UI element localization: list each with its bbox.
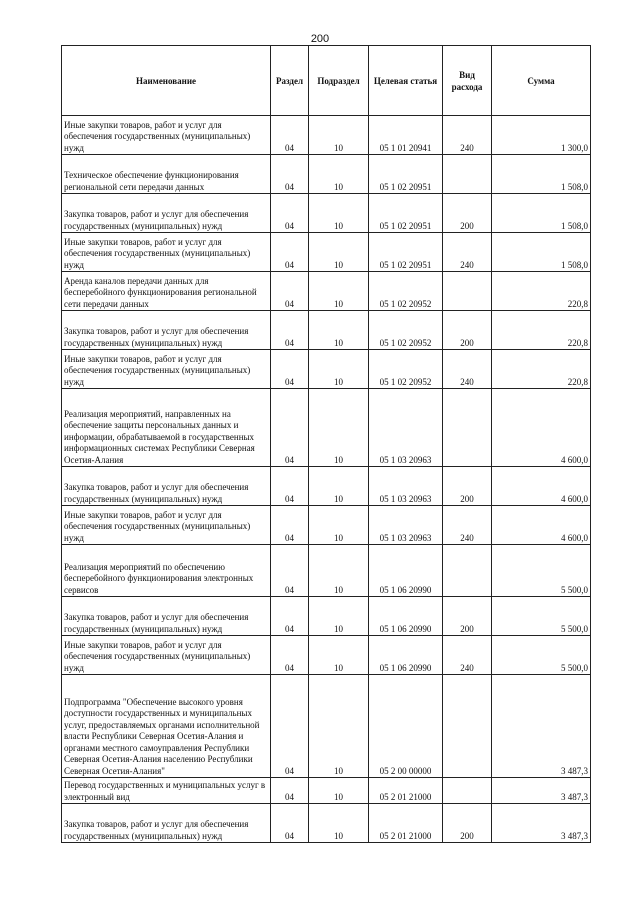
row-section: 04 (271, 545, 309, 597)
row-amount: 5 500,0 (492, 636, 591, 675)
row-target: 05 1 03 20963 (369, 389, 443, 467)
table-row (62, 545, 591, 597)
row-target: 05 1 06 20990 (369, 636, 443, 675)
row-section: 04 (271, 311, 309, 350)
row-amount: 3 487,3 (492, 675, 591, 778)
row-amount: 3 487,3 (492, 778, 591, 804)
row-target: 05 1 02 20952 (369, 272, 443, 311)
page-number: 200 (310, 33, 330, 45)
row-name: Иные закупки товаров, работ и услуг для обеспечения государственных (муниципальных) нужд (62, 350, 271, 389)
row-target: 05 1 02 20951 (369, 194, 443, 233)
row-subsection: 10 (309, 467, 369, 506)
row-section: 04 (271, 804, 309, 843)
row-section: 04 (271, 233, 309, 272)
row-expense-type (443, 545, 492, 597)
row-amount: 4 600,0 (492, 467, 591, 506)
header-name: Наименование (62, 46, 271, 116)
row-name: Закупка товаров, работ и услуг для обеспечения государственных (муниципальных) нужд (62, 194, 271, 233)
row-section: 04 (271, 506, 309, 545)
header-amount: Сумма (492, 46, 591, 116)
row-subsection: 10 (309, 389, 369, 467)
row-expense-type: 200 (443, 194, 492, 233)
row-subsection: 10 (309, 545, 369, 597)
row-amount: 1 508,0 (492, 194, 591, 233)
row-expense-type: 240 (443, 636, 492, 675)
row-amount: 5 500,0 (492, 597, 591, 636)
row-target: 05 1 02 20951 (369, 155, 443, 194)
table-row (62, 350, 591, 389)
row-expense-type (443, 155, 492, 194)
row-section: 04 (271, 272, 309, 311)
row-section: 04 (271, 597, 309, 636)
row-section: 04 (271, 155, 309, 194)
budget-table (61, 45, 591, 843)
row-name: Реализация мероприятий по обеспечению бесперебойного функционирования электронных сервисов (62, 545, 271, 597)
row-name: Подпрограмма "Обеспечение высокого уровня доступности государственных и муниципальных услуг, предоставляемых органами исполнительной власти Республики Северная Осетия-Алания и органами местного самоуправления Республики Северная Осетия-Алания населению Республики Северная Осетия-Алания" (62, 675, 271, 778)
row-section: 04 (271, 636, 309, 675)
row-target: 05 1 06 20990 (369, 597, 443, 636)
row-name: Реализация мероприятий, направленных на обеспечение защиты персональных данных и информации, обрабатываемой в государственных информационных системах Республики Северная Осетия-Алания (62, 389, 271, 467)
row-subsection: 10 (309, 311, 369, 350)
row-amount: 220,8 (492, 311, 591, 350)
row-subsection: 10 (309, 597, 369, 636)
row-expense-type: 240 (443, 506, 492, 545)
row-section: 04 (271, 389, 309, 467)
row-name: Иные закупки товаров, работ и услуг для обеспечения государственных (муниципальных) нужд (62, 233, 271, 272)
row-name: Закупка товаров, работ и услуг для обеспечения государственных (муниципальных) нужд (62, 467, 271, 506)
row-target: 05 1 06 20990 (369, 545, 443, 597)
row-expense-type: 200 (443, 467, 492, 506)
row-amount: 220,8 (492, 272, 591, 311)
row-amount: 220,8 (492, 350, 591, 389)
row-subsection: 10 (309, 272, 369, 311)
row-target: 05 1 02 20952 (369, 311, 443, 350)
row-amount: 4 600,0 (492, 506, 591, 545)
row-target: 05 1 02 20952 (369, 350, 443, 389)
row-target: 05 2 01 21000 (369, 804, 443, 843)
table-row (62, 389, 591, 467)
table-row (62, 597, 591, 636)
row-subsection: 10 (309, 675, 369, 778)
row-section: 04 (271, 194, 309, 233)
row-name: Закупка товаров, работ и услуг для обеспечения государственных (муниципальных) нужд (62, 597, 271, 636)
row-section: 04 (271, 116, 309, 155)
row-target: 05 2 00 00000 (369, 675, 443, 778)
header-target: Целевая статья (369, 46, 443, 116)
row-name: Закупка товаров, работ и услуг для обеспечения государственных (муниципальных) нужд (62, 804, 271, 843)
row-section: 04 (271, 467, 309, 506)
row-subsection: 10 (309, 116, 369, 155)
table-row (62, 467, 591, 506)
row-name: Аренда каналов передачи данных для бесперебойного функционирования региональной сети передачи данных (62, 272, 271, 311)
row-subsection: 10 (309, 636, 369, 675)
row-expense-type: 240 (443, 116, 492, 155)
table-row (62, 116, 591, 155)
row-target: 05 1 03 20963 (369, 506, 443, 545)
row-section: 04 (271, 778, 309, 804)
table-row (62, 675, 591, 778)
row-expense-type (443, 675, 492, 778)
table-row (62, 311, 591, 350)
row-expense-type: 200 (443, 804, 492, 843)
row-expense-type: 200 (443, 311, 492, 350)
row-amount: 1 508,0 (492, 155, 591, 194)
row-target: 05 1 01 20941 (369, 116, 443, 155)
row-subsection: 10 (309, 350, 369, 389)
table-row (62, 636, 591, 675)
row-subsection: 10 (309, 778, 369, 804)
row-name: Иные закупки товаров, работ и услуг для обеспечения государственных (муниципальных) нужд (62, 506, 271, 545)
table-row (62, 233, 591, 272)
row-expense-type: 240 (443, 233, 492, 272)
row-expense-type (443, 389, 492, 467)
row-name: Техническое обеспечение функционирования региональной сети передачи данных (62, 155, 271, 194)
table-row (62, 506, 591, 545)
row-subsection: 10 (309, 506, 369, 545)
row-amount: 5 500,0 (492, 545, 591, 597)
table-row (62, 778, 591, 804)
table-row (62, 194, 591, 233)
row-name: Иные закупки товаров, работ и услуг для обеспечения государственных (муниципальных) нужд (62, 116, 271, 155)
row-target: 05 2 01 21000 (369, 778, 443, 804)
row-expense-type: 240 (443, 350, 492, 389)
row-amount: 1 508,0 (492, 233, 591, 272)
row-section: 04 (271, 675, 309, 778)
row-expense-type (443, 778, 492, 804)
header-section: Раздел (271, 46, 309, 116)
row-amount: 1 300,0 (492, 116, 591, 155)
row-subsection: 10 (309, 233, 369, 272)
table-row (62, 155, 591, 194)
row-name: Закупка товаров, работ и услуг для обеспечения государственных (муниципальных) нужд (62, 311, 271, 350)
row-name: Иные закупки товаров, работ и услуг для обеспечения государственных (муниципальных) нужд (62, 636, 271, 675)
header-subsection: Подраздел (309, 46, 369, 116)
row-name: Перевод государственных и муниципальных услуг в электронный вид (62, 778, 271, 804)
row-amount: 3 487,3 (492, 804, 591, 843)
row-target: 05 1 02 20951 (369, 233, 443, 272)
row-section: 04 (271, 350, 309, 389)
row-subsection: 10 (309, 194, 369, 233)
row-target: 05 1 03 20963 (369, 467, 443, 506)
table-row (62, 804, 591, 843)
header-expense-type: Вид расхода (443, 46, 492, 116)
table-row (62, 272, 591, 311)
row-expense-type: 200 (443, 597, 492, 636)
row-expense-type (443, 272, 492, 311)
row-amount: 4 600,0 (492, 389, 591, 467)
row-subsection: 10 (309, 804, 369, 843)
row-subsection: 10 (309, 155, 369, 194)
